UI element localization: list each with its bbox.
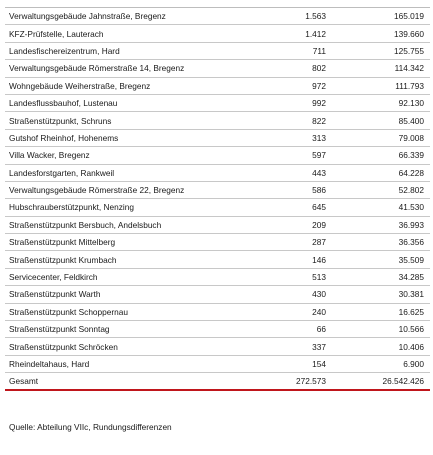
row-name: Rheindeltahaus, Hard	[9, 359, 90, 369]
row-value-b: 41.530	[398, 202, 424, 213]
row-value-b: 36.356	[398, 237, 424, 248]
row-value-b: 6.900	[403, 359, 424, 369]
row-value-b: 139.660	[394, 28, 424, 39]
table-row	[5, 304, 430, 321]
table-row	[5, 165, 430, 182]
row-value-b: 30.381	[398, 289, 424, 300]
row-value-a: 66	[316, 324, 326, 335]
row-value-a: 645	[312, 202, 326, 213]
row-value-a: 287	[312, 237, 326, 248]
row-value-b: 52.802	[398, 185, 424, 196]
table-row	[5, 43, 430, 60]
table-row	[5, 95, 430, 112]
row-name: Straßenstützpunkt Warth	[9, 289, 101, 300]
row-value-b: 66.339	[398, 150, 424, 161]
row-name: Landesfischereizentrum, Hard	[9, 45, 120, 56]
table-row	[5, 182, 430, 199]
table-row	[5, 78, 430, 95]
table-row	[5, 8, 430, 25]
total-row	[5, 373, 430, 390]
row-value-b: 64.228	[398, 167, 424, 178]
row-value-a: 802	[312, 63, 326, 74]
row-value-a: 443	[312, 167, 326, 178]
row-name: Verwaltungsgebäude Römerstraße 22, Bregenz	[9, 185, 185, 196]
row-value-a: 1.412	[305, 28, 326, 39]
total-value-a: 272.573	[296, 375, 326, 386]
row-value-b: 10.406	[398, 341, 424, 352]
row-value-a: 337	[312, 341, 326, 352]
row-value-b: 36.993	[398, 219, 424, 230]
table-row	[5, 251, 430, 268]
data-table	[5, 7, 430, 391]
table-row	[5, 60, 430, 77]
row-name: Straßenstützpunkt Mittelberg	[9, 237, 116, 248]
row-value-b: 79.008	[398, 132, 424, 143]
table-row	[5, 321, 430, 338]
row-value-b: 114.342	[394, 63, 424, 74]
row-value-b: 165.019	[394, 11, 424, 22]
row-name: Straßenstützpunkt Sonntag	[9, 324, 110, 335]
row-name: Straßenstützpunkt Schröcken	[9, 341, 118, 352]
row-value-b: 10.566	[398, 324, 424, 335]
row-value-b: 111.793	[395, 80, 424, 91]
row-name: Straßenstützpunkt Schoppernau	[9, 306, 128, 317]
table-row	[5, 217, 430, 234]
row-value-b: 16.625	[398, 306, 424, 317]
row-name: Verwaltungsgebäude Römerstraße 14, Bregenz	[9, 63, 185, 74]
row-value-a: 597	[312, 150, 326, 161]
row-name: Gutshof Rheinhof, Hohenems	[9, 132, 119, 143]
row-value-b: 92.130	[398, 98, 424, 109]
row-value-b: 85.400	[398, 115, 424, 126]
row-value-a: 586	[312, 185, 326, 196]
row-name: KFZ-Prüfstelle, Lauterach	[9, 28, 104, 39]
table-row	[5, 286, 430, 303]
total-value-b: 26.542.426	[382, 375, 424, 386]
table-row	[5, 338, 430, 355]
table-row	[5, 25, 430, 42]
table-row	[5, 199, 430, 216]
row-value-a: 711	[312, 45, 326, 56]
row-value-a: 513	[312, 272, 326, 283]
row-name: Landesflussbauhof, Lustenau	[9, 98, 118, 109]
row-name: Hubschrauberstützpunkt, Nenzing	[9, 202, 134, 213]
row-value-a: 240	[312, 306, 326, 317]
row-value-b: 34.285	[398, 272, 424, 283]
table-row	[5, 234, 430, 251]
row-name: Wohngebäude Weiherstraße, Bregenz	[9, 80, 151, 91]
row-value-a: 822	[312, 115, 326, 126]
row-name: Straßenstützpunkt Bersbuch, Andelsbuch	[9, 219, 162, 230]
row-value-a: 313	[312, 132, 326, 143]
row-value-a: 154	[312, 359, 326, 369]
table-row	[5, 269, 430, 286]
table-row	[5, 130, 430, 147]
row-value-a: 146	[312, 254, 326, 265]
row-value-a: 992	[312, 98, 326, 109]
row-value-a: 430	[312, 289, 326, 300]
row-name: Straßenstützpunkt, Schruns	[9, 115, 112, 126]
row-value-a: 1.563	[305, 11, 326, 22]
row-value-b: 35.509	[398, 254, 424, 265]
row-name: Landesforstgarten, Rankweil	[9, 167, 115, 178]
table-row	[5, 147, 430, 164]
row-name: Villa Wacker, Bregenz	[9, 150, 90, 161]
table-row	[5, 112, 430, 129]
row-name: Servicecenter, Feldkirch	[9, 272, 98, 283]
row-name: Straßenstützpunkt Krumbach	[9, 254, 117, 265]
total-label: Gesamt	[9, 375, 39, 386]
row-value-a: 209	[312, 219, 326, 230]
row-value-a: 972	[312, 80, 326, 91]
row-value-b: 125.755	[394, 45, 424, 56]
source-note: Quelle: Abteilung VIIc, Rundungsdifferenzen	[9, 422, 172, 432]
table-row	[5, 356, 430, 373]
row-name: Verwaltungsgebäude Jahnstraße, Bregenz	[9, 11, 166, 22]
